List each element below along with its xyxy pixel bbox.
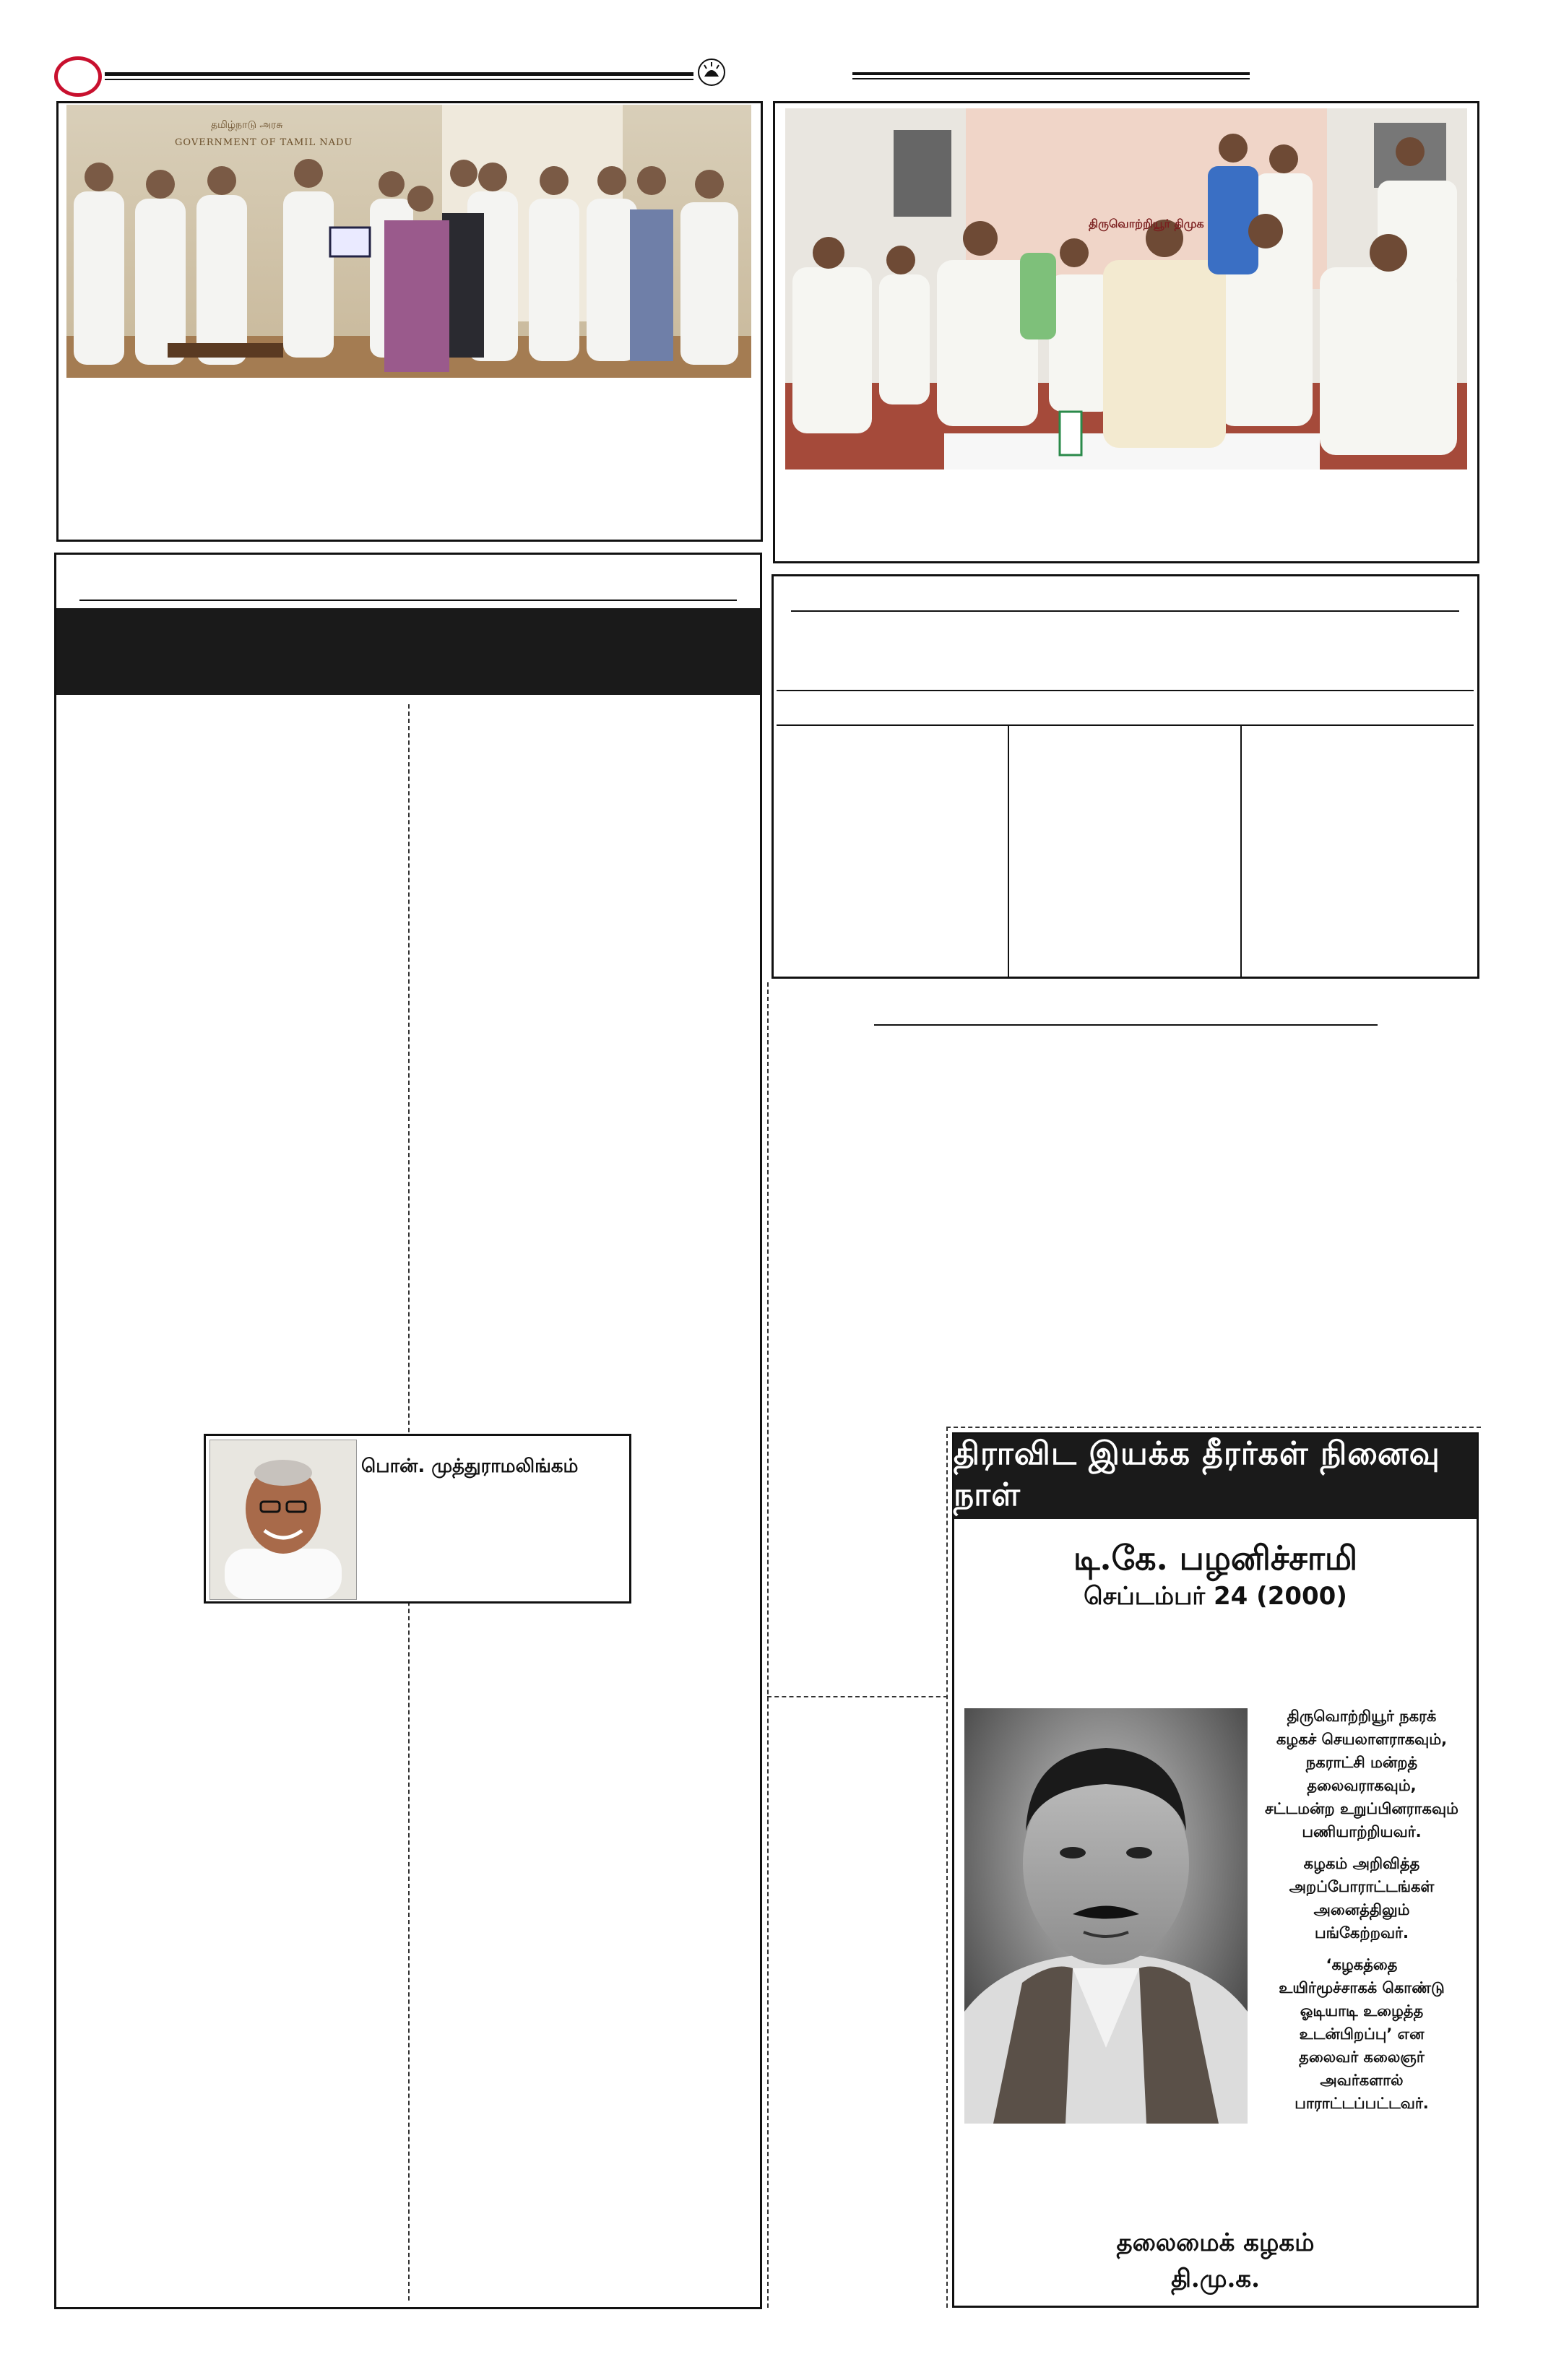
- seal-text-tamil: தமிழ்நாடு அரசு: [211, 119, 283, 131]
- header-rule-left: [105, 72, 693, 76]
- memorial-date: செப்டம்பர் 24 (2000): [1084, 1582, 1347, 1611]
- memorial-biography: [1253, 1705, 1470, 2124]
- memorial-footer-line1: தலைமைக் கழகம்: [1116, 2228, 1315, 2257]
- page-number-circle: [54, 56, 102, 97]
- right-info-top-rule: [791, 610, 1459, 612]
- right-info-header-rule: [777, 724, 1474, 726]
- right-info-col-divider-2: [1240, 726, 1242, 977]
- header-rule-left-thin: [105, 79, 693, 80]
- right-info-box: [772, 574, 1479, 979]
- right-area-divider-short: [767, 1696, 948, 1697]
- left-article-headline-bar: [56, 608, 760, 695]
- top-left-photo: [66, 105, 751, 378]
- memorial-bio-paragraph-2: கழகம் அறிவித்த அறப்போராட்டங்கள் அனைத்திலும் பங்கேற்றவர்.: [1289, 1855, 1435, 1942]
- inset-profile-photo: [209, 1440, 357, 1600]
- right-info-col-divider-1: [1008, 726, 1009, 977]
- memorial-bio-paragraph-1: திருவொற்றியூர் நகரக் கழகச் செயலாளராகவும், நகராட்சி மன்றத் தலைவராகவும், சட்டமன்ற உறுப்பினராகவும் பணியாற்றியவர்.: [1265, 1708, 1458, 1840]
- memorial-bio-paragraph-3: ‘கழகத்தை உயிர்மூச்சாகக் கொண்டு ஓடியாடி உழைத்த உடன்பிறப்பு’ என தலைவர் கலைஞர் அவர்களால் பாராட்டப்பட்டவர்.: [1279, 1956, 1445, 2112]
- top-right-photo: [785, 108, 1467, 469]
- right-article-top-rule: [874, 1024, 1378, 1026]
- memorial-divider-left: [946, 1427, 948, 2308]
- left-article-top-rule: [79, 600, 737, 601]
- memorial-portrait: [964, 1708, 1248, 2124]
- header-rule-right-thin: [852, 78, 1250, 79]
- memorial-footer-line2: தி.மு.க.: [1171, 2264, 1260, 2293]
- memorial-person-name: டி.கே. பழனிச்சாமி: [1073, 1539, 1358, 1578]
- rising-sun-icon: [697, 58, 726, 87]
- banner-text: திருவொற்றியூர் திமுக: [1089, 217, 1204, 230]
- memorial-title: திராவிட இயக்க தீரர்கள் நினைவு நாள்: [954, 1434, 1477, 1519]
- memorial-divider-top: [946, 1427, 1481, 1428]
- right-info-mid-rule: [777, 690, 1474, 691]
- seal-text-english: GOVERNMENT OF TAMIL NADU: [175, 137, 353, 148]
- header-rule-right: [852, 72, 1250, 75]
- right-area-divider-left: [767, 982, 769, 2308]
- inset-profile-name: பொன். முத்துராமலிங்கம்: [361, 1455, 579, 1477]
